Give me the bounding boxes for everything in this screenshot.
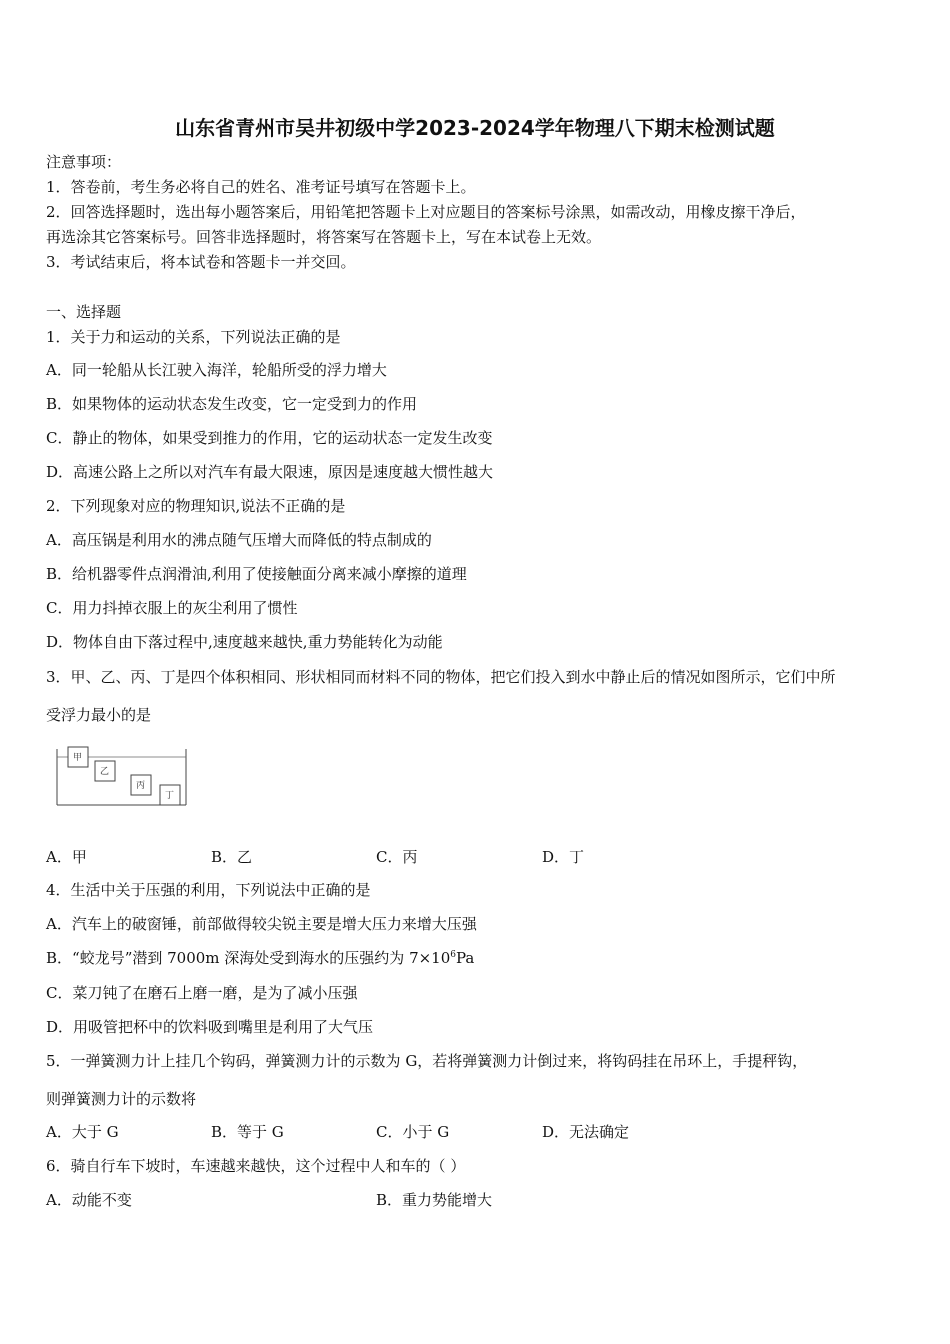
q1-option-b: B．如果物体的运动状态发生改变，它一定受到力的作用 (46, 395, 418, 413)
q6-option-b: B．重力势能增大 (376, 1191, 493, 1209)
q5-option-d: D．无法确定 (542, 1123, 630, 1141)
q1-option-c: C．静止的物体，如果受到推力的作用，它的运动状态一定发生改变 (46, 429, 493, 447)
q2-option-d: D．物体自由下落过程中,速度越来越快,重力势能转化为动能 (46, 633, 443, 651)
q1-option-d: D．高速公路上之所以对汽车有最大限速，原因是速度越大惯性越大 (46, 463, 494, 481)
notice-heading: 注意事项： (46, 153, 122, 171)
q3-stem-line1: 3．甲、乙、丙、丁是四个体积相同、形状相同而材料不同的物体，把它们投入到水中静止后的情况如图所示，它们中所 (46, 668, 836, 686)
q2-stem: 2．下列现象对应的物理知识,说法不正确的是 (46, 497, 346, 515)
block-bing-label: 丙 (136, 781, 146, 791)
q4-option-d: D．用吸管把杯中的饮料吸到嘴里是利用了大气压 (46, 1018, 374, 1036)
q4-option-a: A．汽车上的破窗锤，前部做得较尖锐主要是增大压力来增大压强 (46, 915, 477, 933)
block-yi-label: 乙 (100, 767, 110, 777)
q3-stem-line2: 受浮力最小的是 (46, 706, 152, 724)
q3-option-b: B．乙 (211, 848, 253, 866)
q5-option-c: C．小于 G (376, 1123, 450, 1141)
q3-figure-water-tank (55, 743, 195, 815)
q2-option-a: A．高压锅是利用水的沸点随气压增大而降低的特点制成的 (46, 531, 432, 549)
q2-option-b: B．给机器零件点润滑油,利用了使接触面分离来减小摩擦的道理 (46, 565, 467, 583)
block-ding-label: 丁 (165, 791, 175, 801)
q5-option-b: B．等于 G (211, 1123, 284, 1141)
notice-item-2a: 2．回答选择题时，选出每小题答案后，用铅笔把答题卡上对应题目的答案标号涂黑，如需改动，用橡皮擦干净后， (46, 203, 806, 221)
q3-option-a: A．甲 (46, 848, 87, 866)
notice-item-3: 3．考试结束后，将本试卷和答题卡一并交回。 (46, 253, 356, 271)
block-jia-label: 甲 (73, 753, 83, 763)
page-title: 山东省青州市吴井初级中学2023-2024学年物理八下期末检测试题 (175, 116, 775, 140)
q3-option-c: C．丙 (376, 848, 418, 866)
q2-option-c: C．用力抖掉衣服上的灰尘利用了惯性 (46, 599, 298, 617)
q1-option-a: A．同一轮船从长江驶入海洋，轮船所受的浮力增大 (46, 361, 387, 379)
q4-stem: 4．生活中关于压强的利用，下列说法中正确的是 (46, 881, 371, 899)
q5-option-a: A．大于 G (46, 1123, 119, 1141)
q4-option-b-exponent: 6 (450, 950, 456, 960)
notice-item-1: 1．答卷前，考生务必将自己的姓名、准考证号填写在答题卡上。 (46, 178, 476, 196)
notice-item-2b: 再选涂其它答案标号。回答非选择题时，将答案写在答题卡上，写在本试卷上无效。 (46, 228, 602, 246)
section-heading: 一、选择题 (46, 303, 122, 321)
q3-option-d: D．丁 (542, 848, 585, 866)
q4-option-b-text: B．“蛟龙号”潜到 7000m 深海处受到海水的压强约为 7×10 (46, 949, 451, 967)
q6-stem: 6．骑自行车下坡时，车速越来越快，这个过程中人和车的（ ） (46, 1157, 466, 1175)
q5-stem-line1: 5．一弹簧测力计上挂几个钩码，弹簧测力计的示数为 G，若将弹簧测力计倒过来，将钩码挂在吊环上，手提秤钩， (46, 1052, 808, 1070)
q4-option-b (46, 948, 474, 968)
q4-option-b-unit: Pa (456, 949, 475, 967)
q4-option-c: C．菜刀钝了在磨石上磨一磨，是为了减小压强 (46, 984, 358, 1002)
q6-option-a: A．动能不变 (46, 1191, 132, 1209)
q5-stem-line2: 则弹簧测力计的示数将 (46, 1090, 197, 1108)
q1-stem: 1．关于力和运动的关系，下列说法正确的是 (46, 328, 341, 346)
